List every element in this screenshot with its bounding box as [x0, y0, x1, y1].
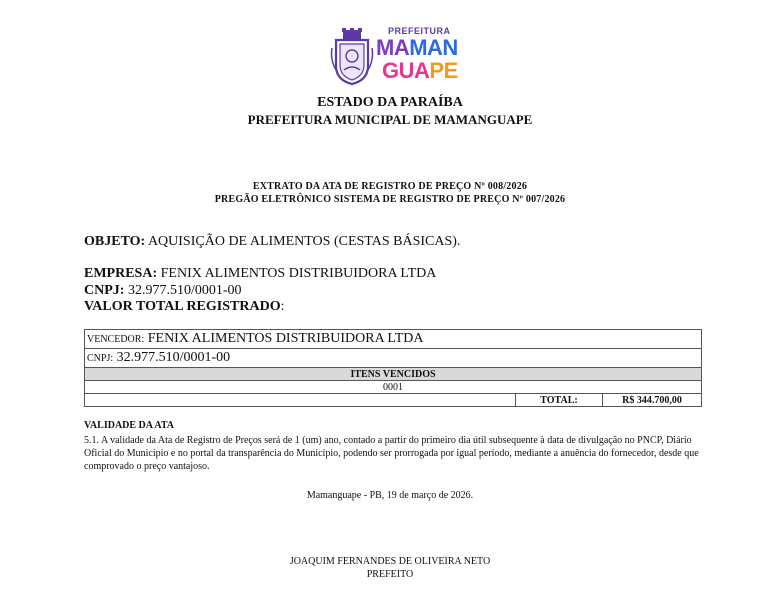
- vencedor-value: FENIX ALIMENTOS DISTRIBUIDORA LTDA: [147, 331, 424, 346]
- vencedor-cell: [85, 330, 702, 349]
- signatory-role: PREFEITO: [366, 569, 414, 580]
- logo-line-1-part-a: MA: [376, 35, 410, 60]
- logo-line-1: [376, 37, 458, 59]
- prefeitura-logo: [330, 24, 460, 90]
- vencedor-row: [85, 330, 702, 349]
- cnpj-line: [84, 283, 242, 299]
- validity-title: VALIDADE DA ATA: [84, 420, 175, 431]
- table-cnpj-label: CNPJ:: [87, 353, 114, 364]
- total-spacer: [85, 394, 516, 407]
- table-cnpj-value: 32.977.510/0001-00: [116, 350, 231, 365]
- item-row: [85, 381, 702, 394]
- extract-title: EXTRATO DA ATA DE REGISTRO DE PREÇO Nº 008/2026: [252, 181, 528, 192]
- signatory-name: JOAQUIM FERNANDES DE OLIVEIRA NETO: [289, 556, 491, 567]
- logo-wordmark: [376, 24, 460, 90]
- empresa-label: EMPRESA:: [84, 266, 158, 281]
- state-heading: ESTADO DA PARAÍBA: [317, 95, 463, 110]
- objeto-value: AQUISIÇÃO DE ALIMENTOS (CESTAS BÁSICAS).: [147, 234, 461, 249]
- cnpj-value: 32.977.510/0001-00: [127, 283, 242, 298]
- table-cnpj-cell: [85, 349, 702, 368]
- validity-text: 5.1. A validade da Ata de Registro de Preços será de 1 (um) ano, contado a partir do primeiro dia útil subsequente à data de divulgação no PNCP, Diário Oficial do Município e no portal da transparência do Município, podendo ser prorrogada por igual período, mediante a anuência do fornecedor, desde que comprovado o preço vantajoso.: [84, 435, 699, 472]
- logo-line-2-part-b: PE: [429, 58, 458, 83]
- table-cnpj-row: [85, 349, 702, 368]
- valor-line: [84, 299, 284, 315]
- vencedor-label: VENCEDOR:: [87, 334, 145, 345]
- itens-header-row: [85, 368, 702, 381]
- item-number: 0001: [85, 381, 702, 394]
- valor-label: VALOR TOTAL REGISTRADO: [84, 299, 281, 314]
- cnpj-label: CNPJ:: [84, 283, 125, 298]
- empresa-value: FENIX ALIMENTOS DISTRIBUIDORA LTDA: [160, 266, 437, 281]
- total-value: R$ 344.700,00: [603, 394, 702, 407]
- place-date: Mamanguape - PB, 19 de março de 2026.: [306, 490, 474, 501]
- logo-prefix: PREFEITURA: [388, 26, 451, 36]
- itens-header: ITENS VENCIDOS: [85, 368, 702, 381]
- prefecture-heading: PREFEITURA MUNICIPAL DE MAMANGUAPE: [247, 112, 533, 127]
- municipal-coat-of-arms-icon: [330, 26, 374, 86]
- total-label: TOTAL:: [516, 394, 603, 407]
- logo-line-2-part-a: GUA: [382, 58, 430, 83]
- valor-colon: :: [280, 299, 285, 314]
- logo-line-1-part-b: MAN: [409, 35, 458, 60]
- logo-line-2: [382, 60, 458, 82]
- empresa-line: [84, 266, 436, 282]
- objeto-line: [84, 234, 460, 250]
- total-row: [85, 394, 702, 407]
- extract-subtitle: PREGÃO ELETRÔNICO SISTEMA DE REGISTRO DE PREÇO Nº 007/2026: [214, 194, 566, 205]
- objeto-label: OBJETO:: [84, 234, 146, 249]
- winner-table: [84, 329, 702, 407]
